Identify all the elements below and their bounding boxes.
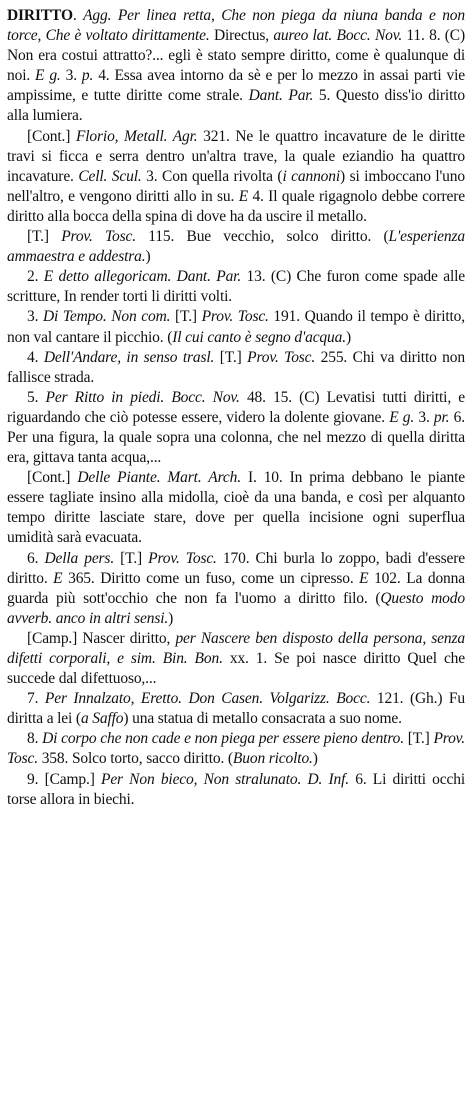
entry-sense-paragraph [7, 770, 465, 810]
text-run: 365. Diritto come un fuso, come un cipresso. [62, 569, 360, 587]
text-run: 4. Il quale rigagnolo debbe correre diritto alla bocca della spina di dove ha da uscire il metallo. [7, 187, 465, 225]
text-run: ) [312, 750, 318, 768]
italic-text: Dell'Andare, in senso trasl. [43, 348, 215, 366]
text-run: 2. [27, 268, 44, 286]
text-run: [T.] [114, 549, 149, 567]
italic-text: Di Tempo. Non com. [42, 308, 171, 326]
text-run: 321. Ne le quattro incavature de le diritte travi si ficca e serra dentro un'altra trave, la quale eziandio ha quattro incavature. [7, 127, 465, 185]
italic-text: Prov. Tosc. [247, 348, 316, 366]
italic-text: E [359, 569, 369, 587]
text-run: 3. [414, 408, 434, 426]
text-run: ) [168, 609, 174, 627]
text-run: 3. [60, 67, 82, 85]
text-run: xx. 1. Se poi nasce diritto Quel che succede dal difettuoso,... [7, 650, 465, 688]
text-run: 3. Con quella rivolta ( [141, 167, 283, 185]
italic-text: Il cui canto è segno d'acqua. [172, 328, 346, 346]
italic-text: E g. [389, 408, 415, 426]
italic-text: Prov. Tosc. [61, 228, 136, 246]
italic-text: i cannoni [282, 167, 341, 185]
text-run: [T.] [27, 228, 62, 246]
text-run: . [72, 7, 84, 24]
italic-text: pr. [433, 408, 450, 426]
italic-text: E detto allegoricam. Dant. Par. [43, 268, 242, 286]
text-run: 7. [27, 690, 45, 708]
italic-text: E [238, 187, 249, 205]
italic-text: Per Innalzato, Eretto. Don Casen. Volgarizz. Bocc. [44, 690, 371, 708]
text-run: 255. Chi va diritto non fallisce strada. [7, 348, 465, 386]
entry-sense-paragraph [7, 267, 465, 307]
italic-text: Prov. Tosc. [201, 308, 269, 326]
italic-text: Prov. Tosc. [148, 549, 217, 567]
entry-sense-paragraph [7, 729, 465, 769]
text-run: [T.] [214, 348, 248, 366]
italic-text: Di corpo che non cade e non piega per essere pieno dentro. [42, 730, 404, 748]
text-run: [Cont.] [27, 469, 78, 487]
text-run: [T.] [403, 730, 434, 748]
italic-text: Per Non bieco, Non stralunato. D. Inf. [101, 770, 349, 788]
text-run: 191. Quando il tempo è diritto, non val cantare il picchio. ( [7, 308, 465, 346]
text-run: 6. [27, 549, 45, 567]
text-run: 11. 8. (C) Non era costui attratto?... egli è stato sempre diritto, come è qualunque di noi. [7, 27, 465, 85]
text-run: 102. La donna guarda più sott'occhio che non fa l'uomo a diritto filo. ( [7, 569, 465, 607]
text-run: ) [345, 328, 351, 346]
text-run: 5. Questo diss'io diritto alla lumiera. [7, 87, 465, 125]
headword: DIRITTO [7, 7, 73, 24]
entry-sense-paragraph [7, 629, 465, 689]
italic-text: Agg. Per linea retta, Che non piega da niuna banda e non torce, Che è voltato dirittamente. [7, 7, 465, 45]
text-run: 6. Per una figura, la quale sopra una colonna, che nel mezzo di quella diritta era, gittava tanta acqua,... [7, 408, 465, 467]
italic-text: Delle Piante. Mart. Arch. [77, 469, 241, 487]
text-run: Directus, [209, 27, 274, 45]
italic-text: Per Ritto in piedi. Bocc. Nov. [45, 388, 240, 406]
entry-sense-paragraph [7, 307, 465, 347]
italic-text: aureo lat. Bocc. Nov. [273, 27, 403, 45]
text-run: 8. [27, 730, 43, 748]
text-run: ) una statua di metallo consacrata a suo nome. [123, 710, 402, 728]
entry-sense-paragraph [7, 227, 465, 267]
text-run: 170. Chi burla lo zoppo, badi d'essere diritto. [7, 549, 465, 587]
italic-text: a Saffo [80, 710, 124, 728]
text-run: 13. (C) Che furon come spade alle scritture, In render torti li diritti volti. [7, 268, 465, 306]
text-run: I. 10. In prima debbano le piante essere tagliate insino alla midolla, cioè da una banda, e così per alquanto tempo diritte lasciate stare, dove per quella incisione ogni superflua umidità sarà evacuata. [7, 469, 465, 547]
entry-sense-paragraph [7, 127, 465, 227]
entry-sense-paragraph [7, 689, 465, 729]
italic-text: Florio, Metall. Agr. [75, 127, 198, 145]
text-run: 9. [Camp.] [27, 770, 101, 788]
italic-text: Prov. Tosc. [7, 730, 465, 768]
entry-sense-paragraph [7, 468, 465, 548]
text-run: 48. 15. (C) Levatisi tutti diritti, e riguardando che ciò potesse essere, videro la dolente giovane. [7, 388, 465, 426]
italic-text: Buon ricolto. [232, 750, 313, 768]
entry-sense-paragraph [7, 348, 465, 388]
text-run: 4. [27, 348, 44, 366]
italic-text: Cell. Scul. [78, 167, 142, 185]
italic-text: Questo modo avverb. anco in altri sensi. [7, 589, 465, 627]
italic-text: Della pers. [44, 549, 115, 567]
text-run: 121. (Gh.) Fu diritta a lei ( [7, 690, 465, 728]
italic-text: L'esperienza ammaestra e addestra. [7, 228, 465, 266]
text-run: 6. Li diritti occhi torse allora in biechi. [7, 770, 465, 808]
text-run: [T.] [170, 308, 202, 326]
text-run: 3. [27, 308, 43, 326]
text-run: 4. Essa avea intorno da sè e per lo mezzo in assai parti vie ampissime, e tutte diritte come strale. [7, 67, 466, 105]
text-run: 358. Solco torto, sacco diritto. ( [37, 750, 233, 768]
text-run: 5. [27, 388, 46, 406]
text-run: ) si imboccano l'uno nell'altro, e vengono diritti allo in su. [7, 167, 465, 205]
entry-sense-paragraph [7, 388, 465, 468]
entry-sense-paragraph [7, 549, 465, 629]
entry-headword-paragraph [7, 6, 465, 127]
italic-text: E g. [35, 67, 61, 85]
text-run: [Cont.] [27, 127, 76, 145]
italic-text: E [53, 569, 63, 587]
text-run: ) [145, 248, 151, 266]
italic-text: per Nascere ben disposto della persona, senza difetti corporali, e sim. Bin. Bon. [7, 629, 465, 667]
italic-text: p. [81, 67, 94, 85]
text-run: [Camp.] Nascer diritto, [27, 629, 176, 647]
text-run: 115. Bue vecchio, solco diritto. ( [136, 228, 389, 246]
italic-text: Dant. Par. [248, 87, 314, 105]
